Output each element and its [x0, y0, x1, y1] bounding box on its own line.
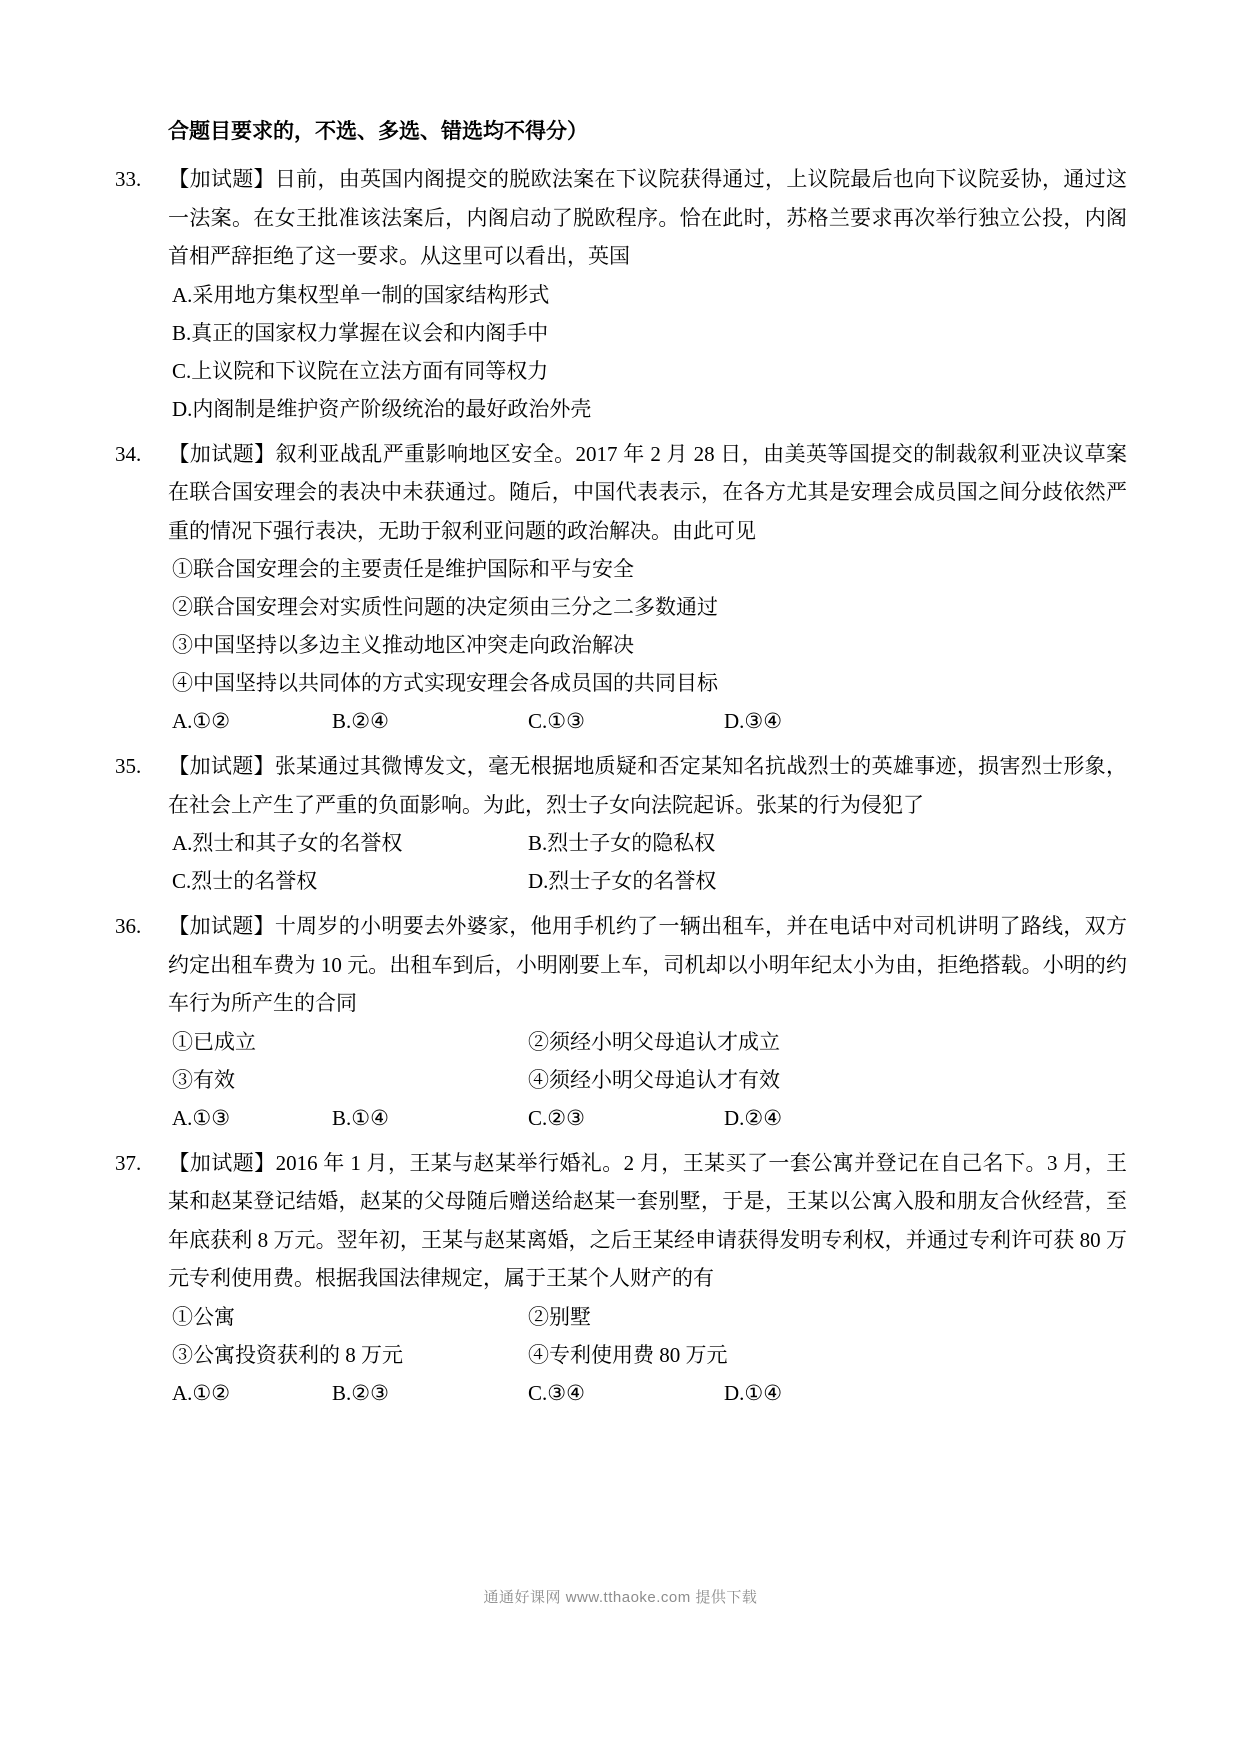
- question-stem: [115, 907, 1127, 1023]
- question-33: [115, 160, 1127, 428]
- option-line: C.上议院和下议院在立法方面有同等权力: [172, 358, 549, 383]
- question-text: 【加试题】叙利亚战乱严重影响地区安全。2017 年 2 月 28 日，由美英等国提交的制裁叙利亚决议草案在联合国安理会的表决中未获通过。随后，中国代表表示，在各方尤其是安理会成员国之间分歧依然严重的情况下强行表决，无助于叙利亚问题的政治解决。由此可见: [168, 441, 1127, 543]
- answer-choice: A.①②: [172, 709, 231, 733]
- question-number: 34.: [115, 441, 142, 466]
- option-line: D.内阁制是维护资产阶级统治的最好政治外壳: [172, 396, 592, 421]
- question-34: [115, 435, 1127, 741]
- questions-container: [115, 160, 1127, 1412]
- question-37: [115, 1144, 1127, 1412]
- question-35: [115, 747, 1127, 900]
- answer-choice: D.③④: [724, 709, 783, 733]
- option-cell: C.烈士的名誉权: [172, 869, 318, 893]
- option-cell: B.烈士子女的隐私权: [528, 831, 716, 855]
- option-cell: ②别墅: [528, 1304, 591, 1329]
- exam-page-content: [115, 112, 1127, 1412]
- answer-choices-row: [172, 1374, 1127, 1412]
- answer-choice: C.③④: [528, 1380, 585, 1405]
- option-cell: ④专利使用费 80 万元: [528, 1342, 728, 1367]
- question-text: 【加试题】日前，由英国内阁提交的脱欧法案在下议院获得通过，上议院最后也向下议院妥协，通过这一法案。在女王批准该法案后，内阁启动了脱欧程序。恰在此时，苏格兰要求再次举行独立公投，内阁首相严辞拒绝了这一要求。从这里可以看出，英国: [168, 167, 1127, 268]
- question-number: 37.: [115, 1150, 142, 1175]
- answer-choices-row: [172, 1099, 1127, 1137]
- answer-choice: D.②④: [724, 1105, 783, 1130]
- question-number: 35.: [115, 754, 142, 778]
- question-text: 【加试题】2016 年 1 月，王某与赵某举行婚礼。2 月，王某买了一套公寓并登记在自己名下。3 月，王某和赵某登记结婚，赵某的父母随后赠送给赵某一套别墅，于是，王某以公寓入股和朋友合伙经营，至年底获利 8 万元。翌年初，王某与赵某离婚，之后王某经申请获得发明专利权，并通过专利许可获 80 万元专利使用费。根据我国法律规定，属于王某个人财产的有: [168, 1150, 1127, 1290]
- answer-choice: D.①④: [724, 1380, 783, 1405]
- question-number: 36.: [115, 914, 142, 938]
- header-note: 合题目要求的，不选、多选、错选均不得分）: [168, 119, 588, 143]
- option-row: [172, 862, 1127, 900]
- option-line: A.采用地方集权型单一制的国家结构形式: [172, 282, 550, 307]
- option-line: ②联合国安理会对实质性问题的决定须由三分之二多数通过: [172, 595, 718, 619]
- answer-choice: B.②④: [332, 709, 389, 733]
- question-text: 【加试题】十周岁的小明要去外婆家，他用手机约了一辆出租车，并在电话中对司机讲明了路线，双方约定出租车费为 10 元。出租车到后，小明刚要上车，司机却以小明年纪太小为由，拒绝搭载。小明的约车行为所产生的合同: [168, 914, 1127, 1015]
- option-row: [172, 1023, 1127, 1061]
- option-line: B.真正的国家权力掌握在议会和内阁手中: [172, 320, 549, 345]
- option-cell: ③公寓投资获利的 8 万元: [172, 1342, 403, 1367]
- option-cell: ④须经小明父母追认才有效: [528, 1067, 780, 1092]
- question-stem: [115, 1144, 1127, 1298]
- option-cell: ①公寓: [172, 1304, 235, 1329]
- option-line: ③中国坚持以多边主义推动地区冲突走向政治解决: [172, 633, 634, 657]
- question-number: 33.: [115, 167, 142, 191]
- answer-choice: C.②③: [528, 1105, 585, 1130]
- option-cell: D.烈士子女的名誉权: [528, 869, 717, 893]
- footer-watermark: 通通好课网 www.tthaoke.com 提供下载: [483, 1589, 758, 1606]
- question-text: 【加试题】张某通过其微博发文，毫无根据地质疑和否定某知名抗战烈士的英雄事迹，损害烈士形象，在社会上产生了严重的负面影响。为此，烈士子女向法院起诉。张某的行为侵犯了: [168, 754, 1127, 817]
- option-cell: A.烈士和其子女的名誉权: [172, 831, 403, 855]
- answer-choice: B.②③: [332, 1380, 389, 1405]
- answer-choice: B.①④: [332, 1105, 389, 1130]
- answer-choices-row: [172, 702, 1127, 740]
- option-row: [172, 824, 1127, 862]
- question-stem: [115, 747, 1127, 824]
- option-cell: ②须经小明父母追认才成立: [528, 1029, 780, 1054]
- option-row: [172, 1336, 1127, 1374]
- option-row: [172, 1061, 1127, 1099]
- answer-choice: C.①③: [528, 709, 585, 733]
- question-36: [115, 907, 1127, 1137]
- option-cell: ①已成立: [172, 1029, 256, 1054]
- answer-choice: A.①②: [172, 1380, 231, 1405]
- answer-choice: A.①③: [172, 1105, 231, 1130]
- question-stem: [115, 160, 1127, 276]
- question-stem: [115, 435, 1127, 551]
- option-line: ①联合国安理会的主要责任是维护国际和平与安全: [172, 557, 634, 581]
- option-row: [172, 1298, 1127, 1336]
- option-cell: ③有效: [172, 1067, 235, 1092]
- option-line: ④中国坚持以共同体的方式实现安理会各成员国的共同目标: [172, 671, 718, 695]
